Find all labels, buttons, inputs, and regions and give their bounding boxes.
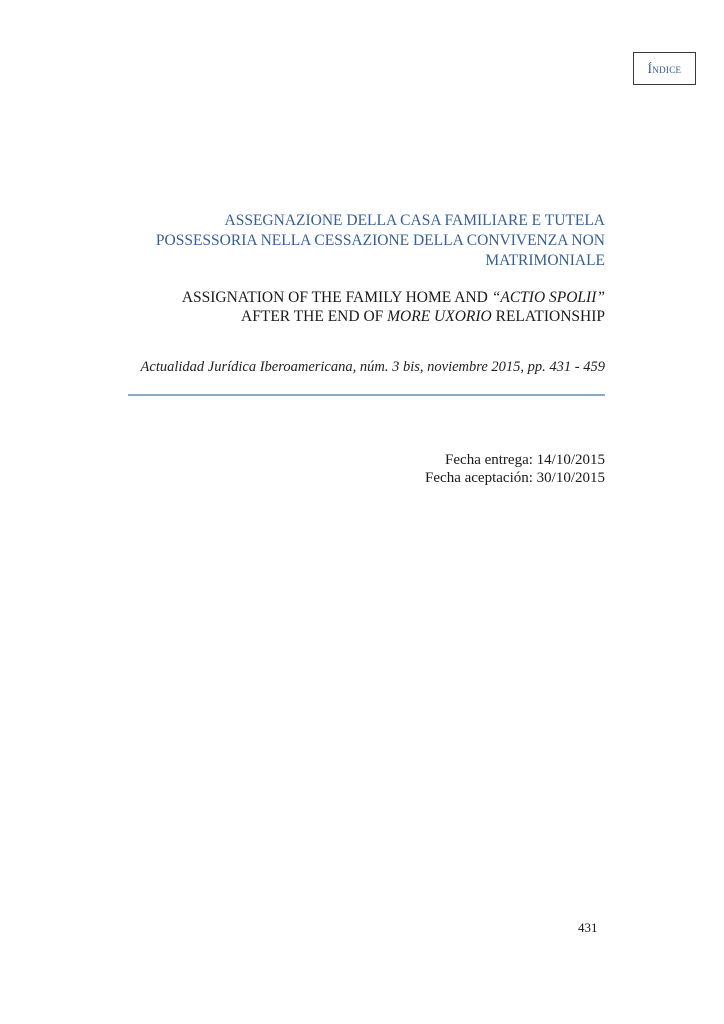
index-link-button[interactable] — [633, 52, 696, 85]
acceptance-date: Fecha aceptación: 30/10/2015 — [425, 470, 605, 486]
journal-citation: Actualidad Jurídica Iberoamericana, núm. 3 bis, noviembre 2015, pp. 431 - 459 — [140, 359, 605, 375]
submission-dates — [305, 451, 605, 487]
title-italian — [145, 211, 605, 271]
title-english-line-2: AFTER THE END OF MORE UXORIO RELATIONSHIP — [241, 308, 605, 325]
section-divider — [128, 394, 605, 396]
title-italian-line-1: ASSEGNAZIONE DELLA CASA FAMILIARE E TUTELA — [224, 212, 605, 229]
index-link-label: Índice — [647, 60, 682, 76]
title-english-emphasis-2: MORE UXORIO — [387, 308, 492, 325]
title-italian-line-2: POSSESSORIA NELLA CESSAZIONE DELLA CONVIVENZA NON — [155, 232, 605, 249]
title-english — [125, 288, 605, 326]
page-number: 431 — [578, 920, 598, 935]
title-italian-line-3: MATRIMONIALE — [485, 252, 605, 269]
title-english-line-1: ASSIGNATION OF THE FAMILY HOME AND “ACTIO SPOLII” — [181, 289, 605, 306]
title-english-emphasis-1: “ACTIO SPOLII” — [491, 289, 605, 306]
delivery-date: Fecha entrega: 14/10/2015 — [445, 452, 605, 468]
